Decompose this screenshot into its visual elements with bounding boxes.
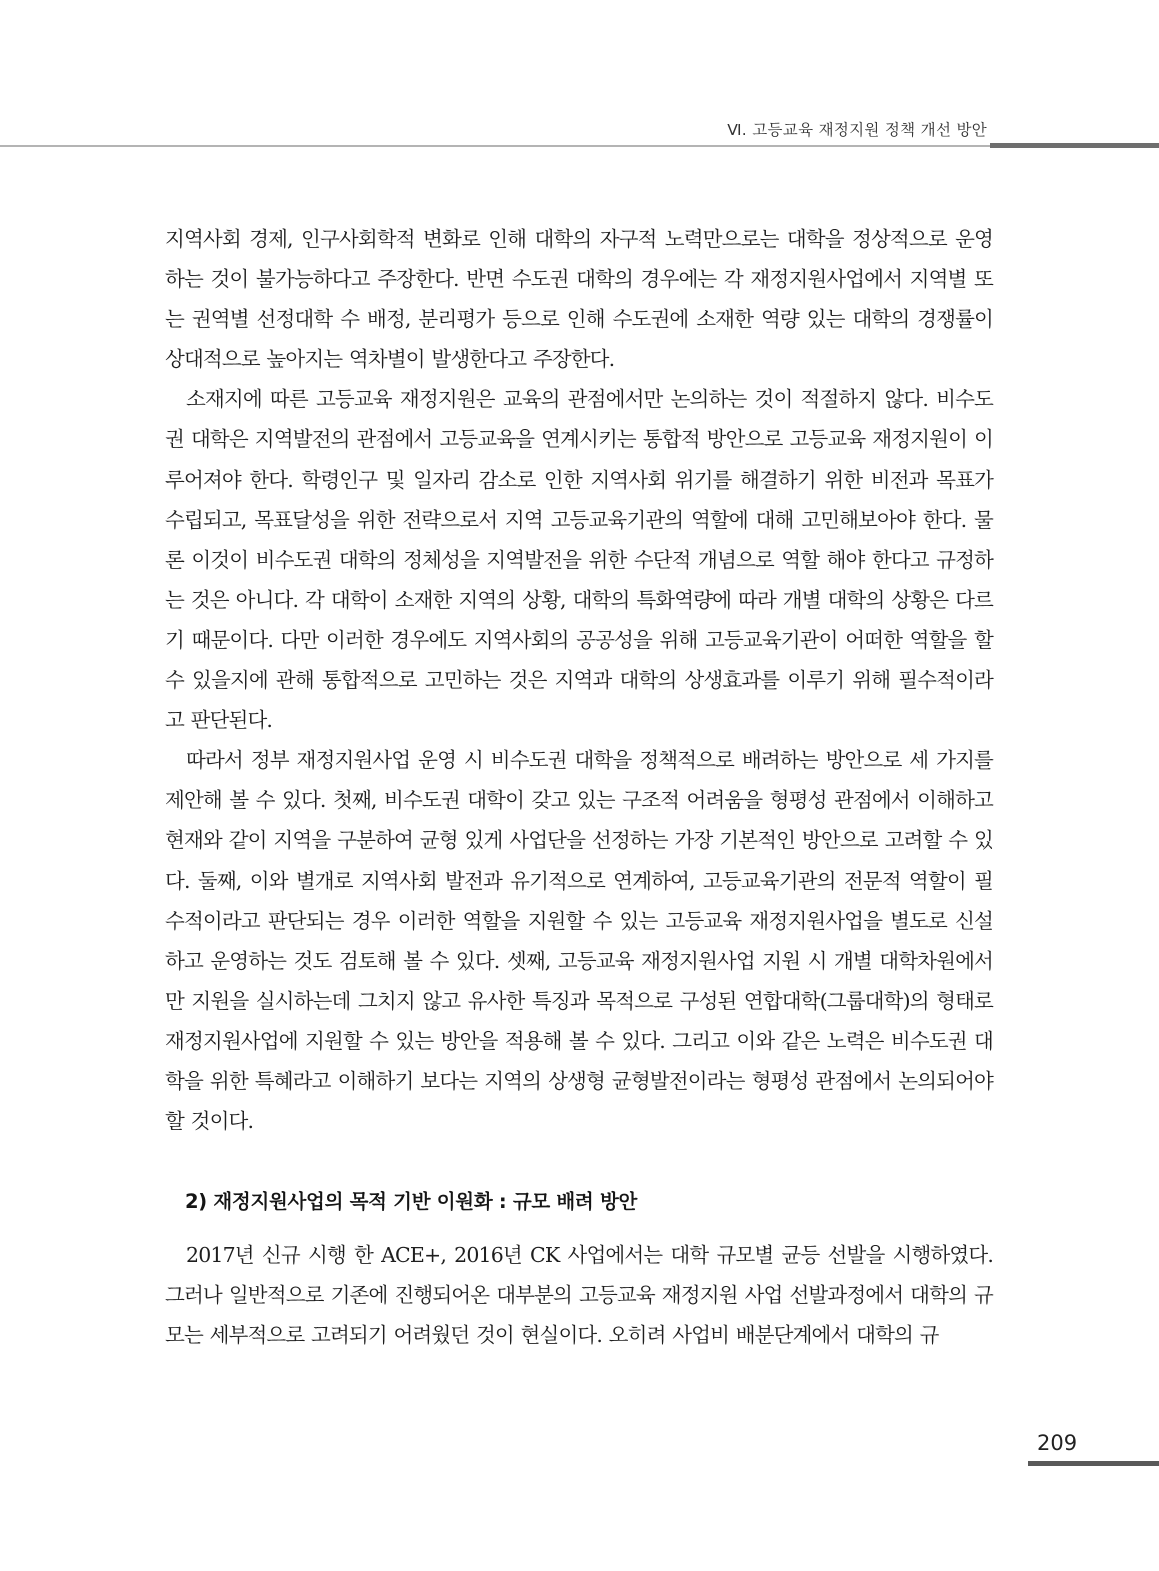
header-rule <box>0 145 990 147</box>
body-paragraph: 지역사회 경제, 인구사회학적 변화로 인해 대학의 자구적 노력만으로는 대학을 정상적으로 운영하는 것이 불가능하다고 주장한다. 반면 수도권 대학의 경우에는 각 재정지원사업에서 지역별 또는 권역별 선정대학 수 배정, 분리평가 등으로 인해 수도권에 소재한 역량 있는 대학의 경쟁률이 상대적으로 높아지는 역차별이 발생한다고 주장한다. <box>165 227 993 372</box>
body-paragraph: 따라서 정부 재정지원사업 운영 시 비수도권 대학을 정책적으로 배려하는 방안으로 세 가지를 제안해 볼 수 있다. 첫째, 비수도권 대학이 갖고 있는 구조적 어려움을 형평성 관점에서 이해하고 현재와 같이 지역을 구분하여 균형 있게 사업단을 선정하는 가장 기본적인 방안으로 고려할 수 있다. 둘째, 이와 별개로 지역사회 발전과 유기적으로 연계하여, 고등교육기관의 전문적 역할이 필수적이라고 판단되는 경우 이러한 역할을 지원할 수 있는 고등교육 재정지원사업을 별도로 신설하고 운영하는 것도 검토해 볼 수 있다. 셋째, 고등교육 재정지원사업 지원 시 개별 대학차원에서만 지원을 실시하는데 그치지 않고 유사한 특징과 목적으로 구성된 연합대학(그룹대학)의 형태로 재정지원사업에 지원할 수 있는 방안을 적용해 볼 수 있다. 그리고 이와 같은 노력은 비수도권 대학을 위한 특혜라고 이해하기 보다는 지역의 상생형 균형발전이라는 형평성 관점에서 논의되어야 할 것이다. <box>165 748 993 1134</box>
header-rule-accent <box>990 143 1159 148</box>
page-body <box>165 219 993 1355</box>
section-heading: 2) 재정지원사업의 목적 기반 이원화 : 규모 배려 방안 <box>185 1190 638 1214</box>
running-header: Ⅵ. 고등교육 재정지원 정책 개선 방안 <box>727 121 987 139</box>
footer-rule <box>1028 1461 1159 1466</box>
body-paragraph: 2017년 신규 시행 한 ACE+, 2016년 CK 사업에서는 대학 규모별 균등 선발을 시행하였다. 그러나 일반적으로 기존에 진행되어온 대부분의 고등교육 재정지원 사업 선발과정에서 대학의 규모는 세부적으로 고려되기 어려웠던 것이 현실이다. 오히려 사업비 배분단계에서 대학의 규 <box>165 1243 993 1348</box>
page-number: 209 <box>1037 1431 1078 1455</box>
body-paragraph: 소재지에 따른 고등교육 재정지원은 교육의 관점에서만 논의하는 것이 적절하지 않다. 비수도권 대학은 지역발전의 관점에서 고등교육을 연계시키는 통합적 방안으로 고등교육 재정지원이 이루어져야 한다. 학령인구 및 일자리 감소로 인한 지역사회 위기를 해결하기 위한 비전과 목표가 수립되고, 목표달성을 위한 전략으로서 지역 고등교육기관의 역할에 대해 고민해보아야 한다. 물론 이것이 비수도권 대학의 정체성을 지역발전을 위한 수단적 개념으로 역할 해야 한다고 규정하는 것은 아니다. 각 대학이 소재한 지역의 상황, 대학의 특화역량에 따라 개별 대학의 상황은 다르기 때문이다. 다만 이러한 경우에도 지역사회의 공공성을 위해 고등교육기관이 어떠한 역할을 할 수 있을지에 관해 통합적으로 고민하는 것은 지역과 대학의 상생효과를 이루기 위해 필수적이라고 판단된다. <box>165 387 993 733</box>
